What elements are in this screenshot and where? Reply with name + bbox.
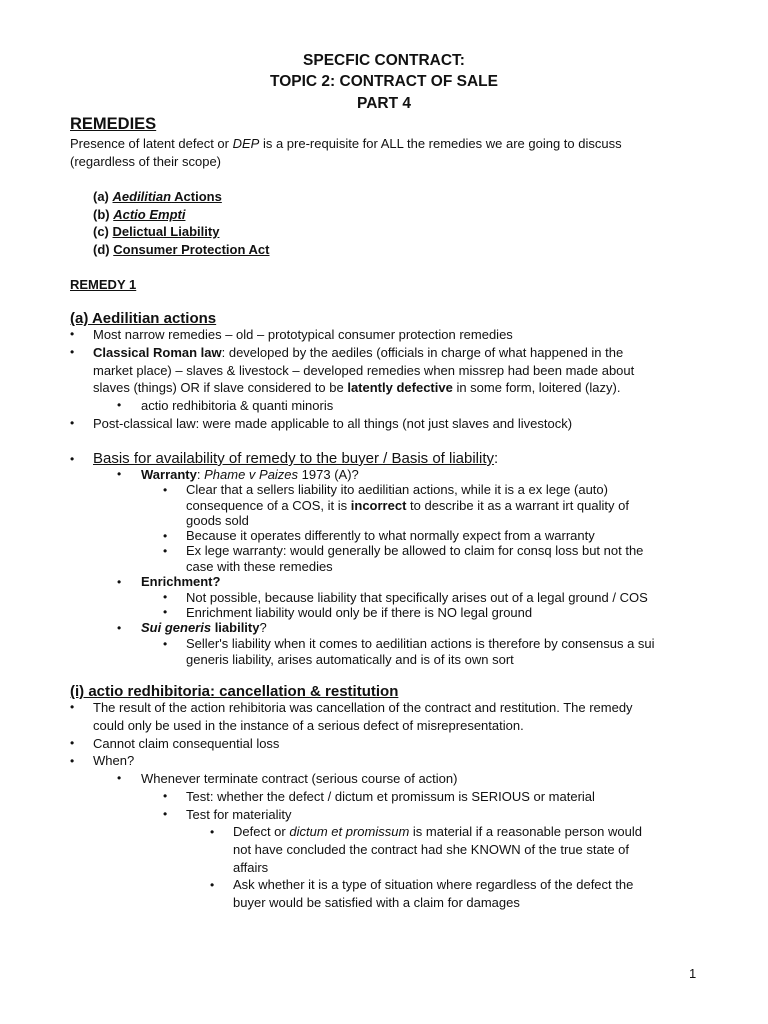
warranty-point-1-line-2: consequence of a COS, it is incorrect to describe it as a warrant irt quality of (186, 498, 629, 513)
remedy-list-item-b: (b) Actio Empti (93, 207, 186, 222)
warranty-point-3-line-1: Ex lege warranty: would generally be allowed to claim for consq loss but not the (186, 543, 644, 558)
bullet: • (163, 544, 168, 558)
materiality-point-2-line-1: Ask whether it is a type of situation where regardless of the defect the (233, 877, 634, 892)
aedilitian-actions-heading: (a) Aedilitian actions (70, 310, 217, 327)
bullet-text-roman-law-2: market place) – slaves & livestock – developed remedies when missrep had been made about (93, 363, 635, 378)
redhib-point-3: When? (93, 753, 135, 768)
bullet: • (117, 467, 122, 481)
materiality-point-1-line-1: Defect or dictum et promissum is material if a reasonable person would (233, 824, 642, 839)
bullet: • (70, 327, 75, 341)
remedies-intro-line-2: (regardless of their scope) (70, 154, 222, 169)
bullet: • (163, 529, 168, 543)
sui-generis-label: Sui generis liability? (141, 620, 267, 635)
redhib-test-materiality: Test for materiality (186, 807, 292, 822)
title-line-2: TOPIC 2: CONTRACT OF SALE (270, 73, 498, 90)
remedy-list-item-a: (a) Aedilitian Actions (93, 189, 222, 204)
warranty-point-1-line-3: goods sold (186, 513, 249, 528)
redhib-point-2: Cannot claim consequential loss (93, 736, 280, 751)
materiality-point-1-line-3: affairs (233, 860, 269, 875)
bullet-text-actio-redhibitoria: actio redhibitoria & quanti minoris (141, 398, 334, 413)
bullet: • (70, 700, 75, 714)
bullet: • (163, 789, 168, 803)
redhib-point-1-line-2: could only be used in the instance of a serious defect of misrepresentation. (93, 718, 524, 733)
redhib-when-terminate: Whenever terminate contract (serious course of action) (141, 771, 458, 786)
bullet: • (117, 621, 122, 635)
bullet-text-roman-law-1: Classical Roman law: developed by the aediles (officials in charge of what happened in the (93, 345, 624, 360)
bullet-text-post-classical: Post-classical law: were made applicable to all things (not just slaves and livestock) (93, 416, 573, 431)
sui-generis-point-line-2: generis liability, arises automatically and is of its own sort (186, 652, 514, 667)
bullet: • (70, 736, 75, 750)
bullet: • (70, 345, 75, 359)
bullet: • (117, 575, 122, 589)
remedies-intro-line-1: Presence of latent defect or DEP is a pre-requisite for ALL the remedies we are going to discuss (70, 136, 622, 151)
bullet: • (163, 637, 168, 651)
bullet: • (117, 398, 122, 412)
actio-redhibitoria-heading: (i) actio redhibitoria: cancellation & restitution (70, 683, 399, 700)
remedy-1-heading: REMEDY 1 (70, 277, 137, 292)
bullet: • (70, 452, 75, 466)
bullet: • (163, 605, 168, 619)
remedy-list-item-d: (d) Consumer Protection Act (93, 242, 270, 257)
remedy-list-item-c: (c) Delictual Liability (93, 224, 220, 239)
materiality-point-2-line-2: buyer would be satisfied with a claim for damages (233, 895, 520, 910)
redhib-point-1-line-1: The result of the action rehibitoria was cancellation of the contract and restitution. The remedy (93, 700, 633, 715)
sui-generis-point-line-1: Seller's liability when it comes to aedilitian actions is therefore by consensus a sui (186, 636, 655, 651)
redhib-test-serious: Test: whether the defect / dictum et promissum is SERIOUS or material (186, 789, 595, 804)
bullet: • (70, 416, 75, 430)
bullet: • (210, 878, 215, 892)
bullet-text-roman-law-3: slaves (things) OR if slave considered to be latently defective in some form, loitered (lazy). (93, 380, 621, 395)
bullet: • (163, 483, 168, 497)
bullet: • (117, 771, 122, 785)
warranty-point-1-line-1: Clear that a sellers liability ito aedilitian actions, while it is a ex lege (auto) (186, 482, 608, 497)
warranty-label: Warranty: Phame v Paizes 1973 (A)? (141, 467, 359, 482)
bullet: • (163, 807, 168, 821)
page-number: 1 (689, 966, 697, 981)
enrichment-point-1: Not possible, because liability that specifically arises out of a legal ground / COS (186, 590, 648, 605)
bullet: • (210, 825, 215, 839)
enrichment-label: Enrichment? (141, 574, 221, 589)
title-line-3: PART 4 (357, 95, 411, 112)
enrichment-point-2: Enrichment liability would only be if there is NO legal ground (186, 605, 533, 620)
bullet: • (70, 754, 75, 768)
bullet-text-narrow-remedies: Most narrow remedies – old – prototypical consumer protection remedies (93, 327, 513, 342)
warranty-point-3-line-2: case with these remedies (186, 559, 333, 574)
title-line-1: SPECFIC CONTRACT: (303, 52, 465, 69)
warranty-point-2: Because it operates differently to what normally expect from a warranty (186, 528, 595, 543)
materiality-point-1-line-2: not have concluded the contract had she KNOWN of the true state of (233, 842, 630, 857)
basis-heading: Basis for availability of remedy to the buyer / Basis of liability: (93, 450, 499, 467)
bullet: • (163, 590, 168, 604)
remedies-heading: REMEDIES (70, 115, 157, 133)
